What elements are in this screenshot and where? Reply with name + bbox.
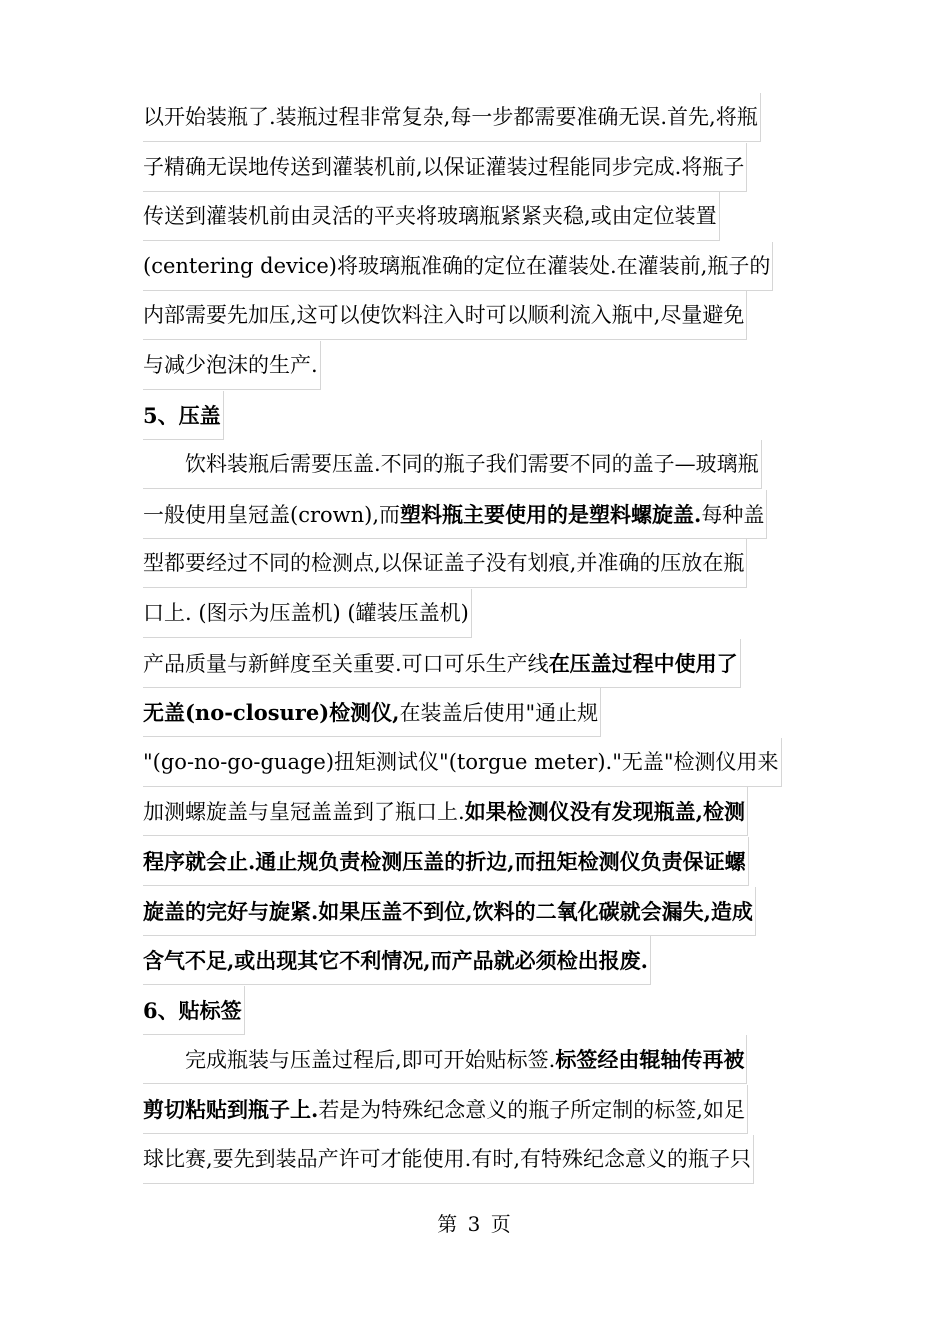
text-line — [143, 1085, 748, 1134]
text-segment: 传送到灌装机前由灵活的平夹将玻璃瓶紧紧夹稳,或由定位装置 — [143, 204, 717, 229]
bold-text-segment: 剪切粘贴到瓶子上. — [143, 1097, 319, 1122]
text-segment: 产品质量与新鲜度至关重要.可口可乐生产线 — [143, 651, 549, 676]
bold-text-segment: 旋盖的完好与旋紧.如果压盖不到位,饮料的二氧化碳就会漏失,造成 — [143, 898, 753, 924]
bold-text-segment: 在压盖过程中使用了 — [548, 650, 738, 676]
text-segment: 子精确无误地传送到灌装机前,以保证灌装过程能同步完成.将瓶子 — [143, 154, 745, 179]
text-line — [143, 490, 767, 539]
text-segment: 口上. (图示为压盖机) (罐装压盖机) — [143, 601, 469, 625]
text-line — [143, 936, 651, 985]
bold-text-segment: 6、贴标签 — [143, 997, 242, 1023]
bold-text-segment: 塑料瓶主要使用的是塑料螺旋盖. — [400, 501, 702, 527]
text-segment: "(go-no-go-guage)扭矩测试仪"(torgue meter)."无盖"检测仪用来 — [143, 749, 779, 774]
text-segment: 完成瓶装与压盖过程后,即可开始贴标签. — [143, 1048, 556, 1073]
text-line — [143, 837, 749, 886]
text-line — [143, 589, 472, 638]
text-line — [143, 192, 720, 241]
text-segment: 每种盖 — [701, 502, 765, 527]
text-line — [143, 639, 741, 688]
text-line — [143, 391, 224, 440]
text-line — [143, 887, 756, 936]
text-segment: 与减少泡沫的生产. — [143, 353, 318, 377]
page-number: 第 3 页 — [437, 1212, 513, 1236]
text-segment: 若是为特殊纪念意义的瓶子所定制的标签,如足 — [318, 1098, 745, 1122]
text-line — [143, 738, 782, 787]
text-segment: (centering device)将玻璃瓶准确的定位在灌装处.在灌装前,瓶子的 — [143, 253, 771, 278]
text-segment: 以开始装瓶了.装瓶过程非常复杂,每一步都需要准确无误.首先,将瓶 — [143, 105, 758, 129]
text-segment: 一般使用皇冠盖(crown),而 — [143, 502, 401, 527]
text-line — [143, 539, 747, 588]
text-segment: 内部需要先加压,这可以使饮料注入时可以顺利流入瓶中,尽量避免 — [143, 303, 745, 328]
text-line — [143, 341, 321, 390]
text-line — [143, 1035, 747, 1084]
text-line — [143, 291, 747, 340]
text-line — [143, 143, 747, 192]
text-segment: 球比赛,要先到装品产许可才能使用.有时,有特殊纪念意义的瓶子只 — [143, 1146, 752, 1171]
text-line — [143, 440, 762, 489]
text-line — [143, 986, 245, 1035]
text-line — [143, 93, 761, 142]
bold-text-segment: 标签经由辊轴传再被 — [555, 1047, 745, 1073]
bold-text-segment: 无盖(no-closure)检测仪, — [143, 700, 400, 726]
text-segment: 型都要经过不同的检测点,以保证盖子没有划痕,并准确的压放在瓶 — [143, 551, 745, 576]
text-line — [143, 1135, 754, 1184]
text-line — [143, 787, 748, 836]
bold-text-segment: 如果检测仪没有发现瓶盖,检测 — [464, 799, 745, 825]
text-segment: 在装盖后使用"通止规 — [399, 701, 599, 726]
bold-text-segment: 含气不足,或出现其它不利情况,而产品就必须检出报废. — [143, 948, 648, 974]
bold-text-segment: 程序就会止.通止规负责检测压盖的折边,而扭矩检测仪负责保证螺 — [143, 849, 746, 874]
bold-text-segment: 5、压盖 — [143, 402, 221, 428]
text-segment: 饮料装瓶后需要压盖.不同的瓶子我们需要不同的盖子—玻璃瓶 — [143, 452, 759, 477]
text-line — [143, 242, 773, 291]
text-line — [143, 688, 601, 737]
text-segment: 加测螺旋盖与皇冠盖盖到了瓶口上. — [143, 800, 465, 825]
